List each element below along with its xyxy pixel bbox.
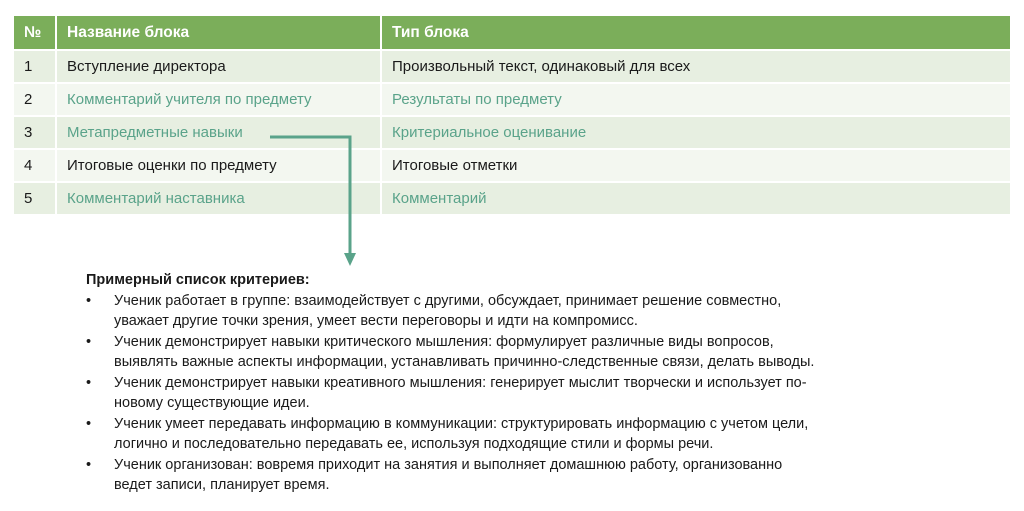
- criteria-list: [86, 291, 986, 496]
- bullet-icon: •: [86, 333, 92, 350]
- row-number: 4: [13, 149, 56, 182]
- block-type: Критериальное оценивание: [381, 116, 1011, 149]
- criterion-line: Ученик умеет передавать информацию в коммуникации: структурировать информацию с учетом цели,: [114, 415, 809, 432]
- block-type: Произвольный текст, одинаковый для всех: [381, 50, 1011, 83]
- row-number: 2: [13, 83, 56, 116]
- bullet-icon: •: [86, 415, 92, 432]
- criterion-line: выявлять важные аспекты информации, устанавливать причинно-следственные связи, делать выводы.: [114, 354, 815, 370]
- block-name: Итоговые оценки по предмету: [56, 149, 381, 182]
- bullet-icon: •: [86, 456, 92, 473]
- criterion-line: Ученик демонстрирует навыки креативного мышления: генерирует мыслит творчески и использует по-: [114, 374, 807, 391]
- block-name: Комментарий учителя по предмету: [56, 83, 381, 116]
- table-row: [13, 83, 1011, 116]
- table-row: [13, 149, 1011, 182]
- blocks-table: [12, 14, 1012, 216]
- table-header-row: [13, 15, 1011, 50]
- criterion-line: Ученик организован: вовремя приходит на занятия и выполняет домашнюю работу, организованно: [114, 456, 783, 473]
- bullet-icon: •: [86, 292, 92, 309]
- table-row: [13, 50, 1011, 83]
- criterion-line: новому существующие идеи.: [114, 395, 310, 411]
- list-item: [86, 373, 986, 414]
- list-item: [86, 332, 986, 373]
- criteria-section: [86, 270, 986, 496]
- row-number: 3: [13, 116, 56, 149]
- block-name: Комментарий наставника: [56, 182, 381, 215]
- criterion-line: логично и последовательно передавать ее, используя подходящие стили и формы речи.: [114, 436, 714, 452]
- block-name: Вступление директора: [56, 50, 381, 83]
- block-type: Результаты по предмету: [381, 83, 1011, 116]
- criteria-title: Примерный список критериев:: [86, 272, 310, 288]
- block-type: Итоговые отметки: [381, 149, 1011, 182]
- table-row: [13, 182, 1011, 215]
- list-item: [86, 291, 986, 332]
- criterion-line: ведет записи, планирует время.: [114, 477, 330, 493]
- column-header-block-name: Название блока: [56, 15, 381, 50]
- criterion-line: Ученик демонстрирует навыки критического мышления: формулирует различные виды вопросов,: [114, 333, 774, 350]
- row-number: 5: [13, 182, 56, 215]
- list-item: [86, 414, 986, 455]
- criterion-line: Ученик работает в группе: взаимодействует с другими, обсуждает, принимает решение совместно,: [114, 292, 782, 309]
- column-header-block-type: Тип блока: [381, 15, 1011, 50]
- block-name: Метапредметные навыки: [56, 116, 381, 149]
- arrow-head-icon: [344, 253, 356, 266]
- block-type: Комментарий: [381, 182, 1011, 215]
- table-row: [13, 116, 1011, 149]
- row-number: 1: [13, 50, 56, 83]
- bullet-icon: •: [86, 374, 92, 391]
- list-item: [86, 455, 986, 496]
- column-header-number: №: [13, 15, 56, 50]
- criterion-line: уважает другие точки зрения, умеет вести переговоры и идти на компромисс.: [114, 313, 638, 329]
